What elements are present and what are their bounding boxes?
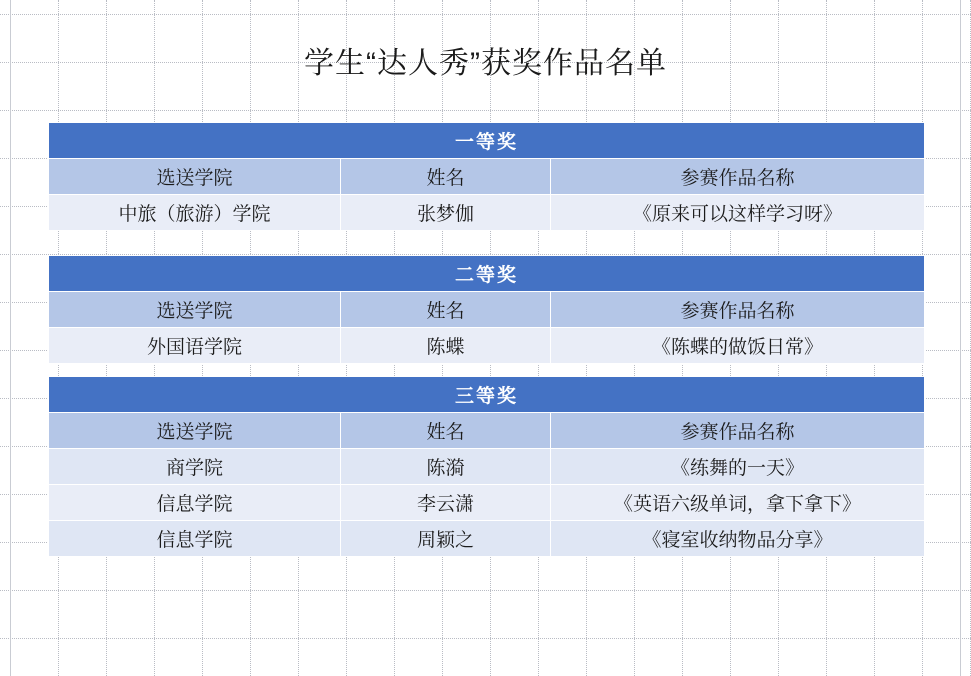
column-header-name: 姓名 <box>341 159 551 195</box>
table-row <box>49 521 925 557</box>
award-band-row <box>49 123 925 159</box>
award-tables <box>48 122 924 557</box>
table-row <box>49 195 925 231</box>
cell-name: 陈漪 <box>341 449 551 485</box>
table-row <box>49 328 925 364</box>
cell-college: 外国语学院 <box>49 328 341 364</box>
cell-work: 《陈蝶的做饭日常》 <box>551 328 925 364</box>
cell-work: 《练舞的一天》 <box>551 449 925 485</box>
cell-college: 中旅（旅游）学院 <box>49 195 341 231</box>
table-header-row <box>49 159 925 195</box>
column-header-work: 参赛作品名称 <box>551 292 925 328</box>
cell-college: 信息学院 <box>49 521 341 557</box>
column-header-college: 选送学院 <box>49 159 341 195</box>
award-band-label: 二等奖 <box>49 256 925 292</box>
table-row <box>49 449 925 485</box>
cell-work: 《寝室收纳物品分享》 <box>551 521 925 557</box>
column-header-college: 选送学院 <box>49 413 341 449</box>
column-header-work: 参赛作品名称 <box>551 413 925 449</box>
cell-work: 《原来可以这样学习呀》 <box>551 195 925 231</box>
award-band-row <box>49 377 925 413</box>
column-header-name: 姓名 <box>341 413 551 449</box>
cell-name: 周颖之 <box>341 521 551 557</box>
cell-name: 李云潇 <box>341 485 551 521</box>
section-spacer <box>48 364 924 376</box>
cell-work: 《英语六级单词，拿下拿下》 <box>551 485 925 521</box>
award-band-label: 三等奖 <box>49 377 925 413</box>
column-header-college: 选送学院 <box>49 292 341 328</box>
table-row <box>49 485 925 521</box>
table-header-row <box>49 292 925 328</box>
cell-college: 商学院 <box>49 449 341 485</box>
column-header-name: 姓名 <box>341 292 551 328</box>
award-table-third-prize <box>48 376 925 557</box>
award-band-row <box>49 256 925 292</box>
cell-name: 张梦伽 <box>341 195 551 231</box>
cell-name: 陈蝶 <box>341 328 551 364</box>
page-title: 学生“达人秀”获奖作品名单 <box>304 47 667 80</box>
award-band-label: 一等奖 <box>49 123 925 159</box>
column-header-work: 参赛作品名称 <box>551 159 925 195</box>
award-table-second-prize <box>48 255 925 364</box>
table-header-row <box>49 413 925 449</box>
section-spacer <box>48 231 924 255</box>
award-table-first-prize <box>48 122 925 231</box>
cell-college: 信息学院 <box>49 485 341 521</box>
